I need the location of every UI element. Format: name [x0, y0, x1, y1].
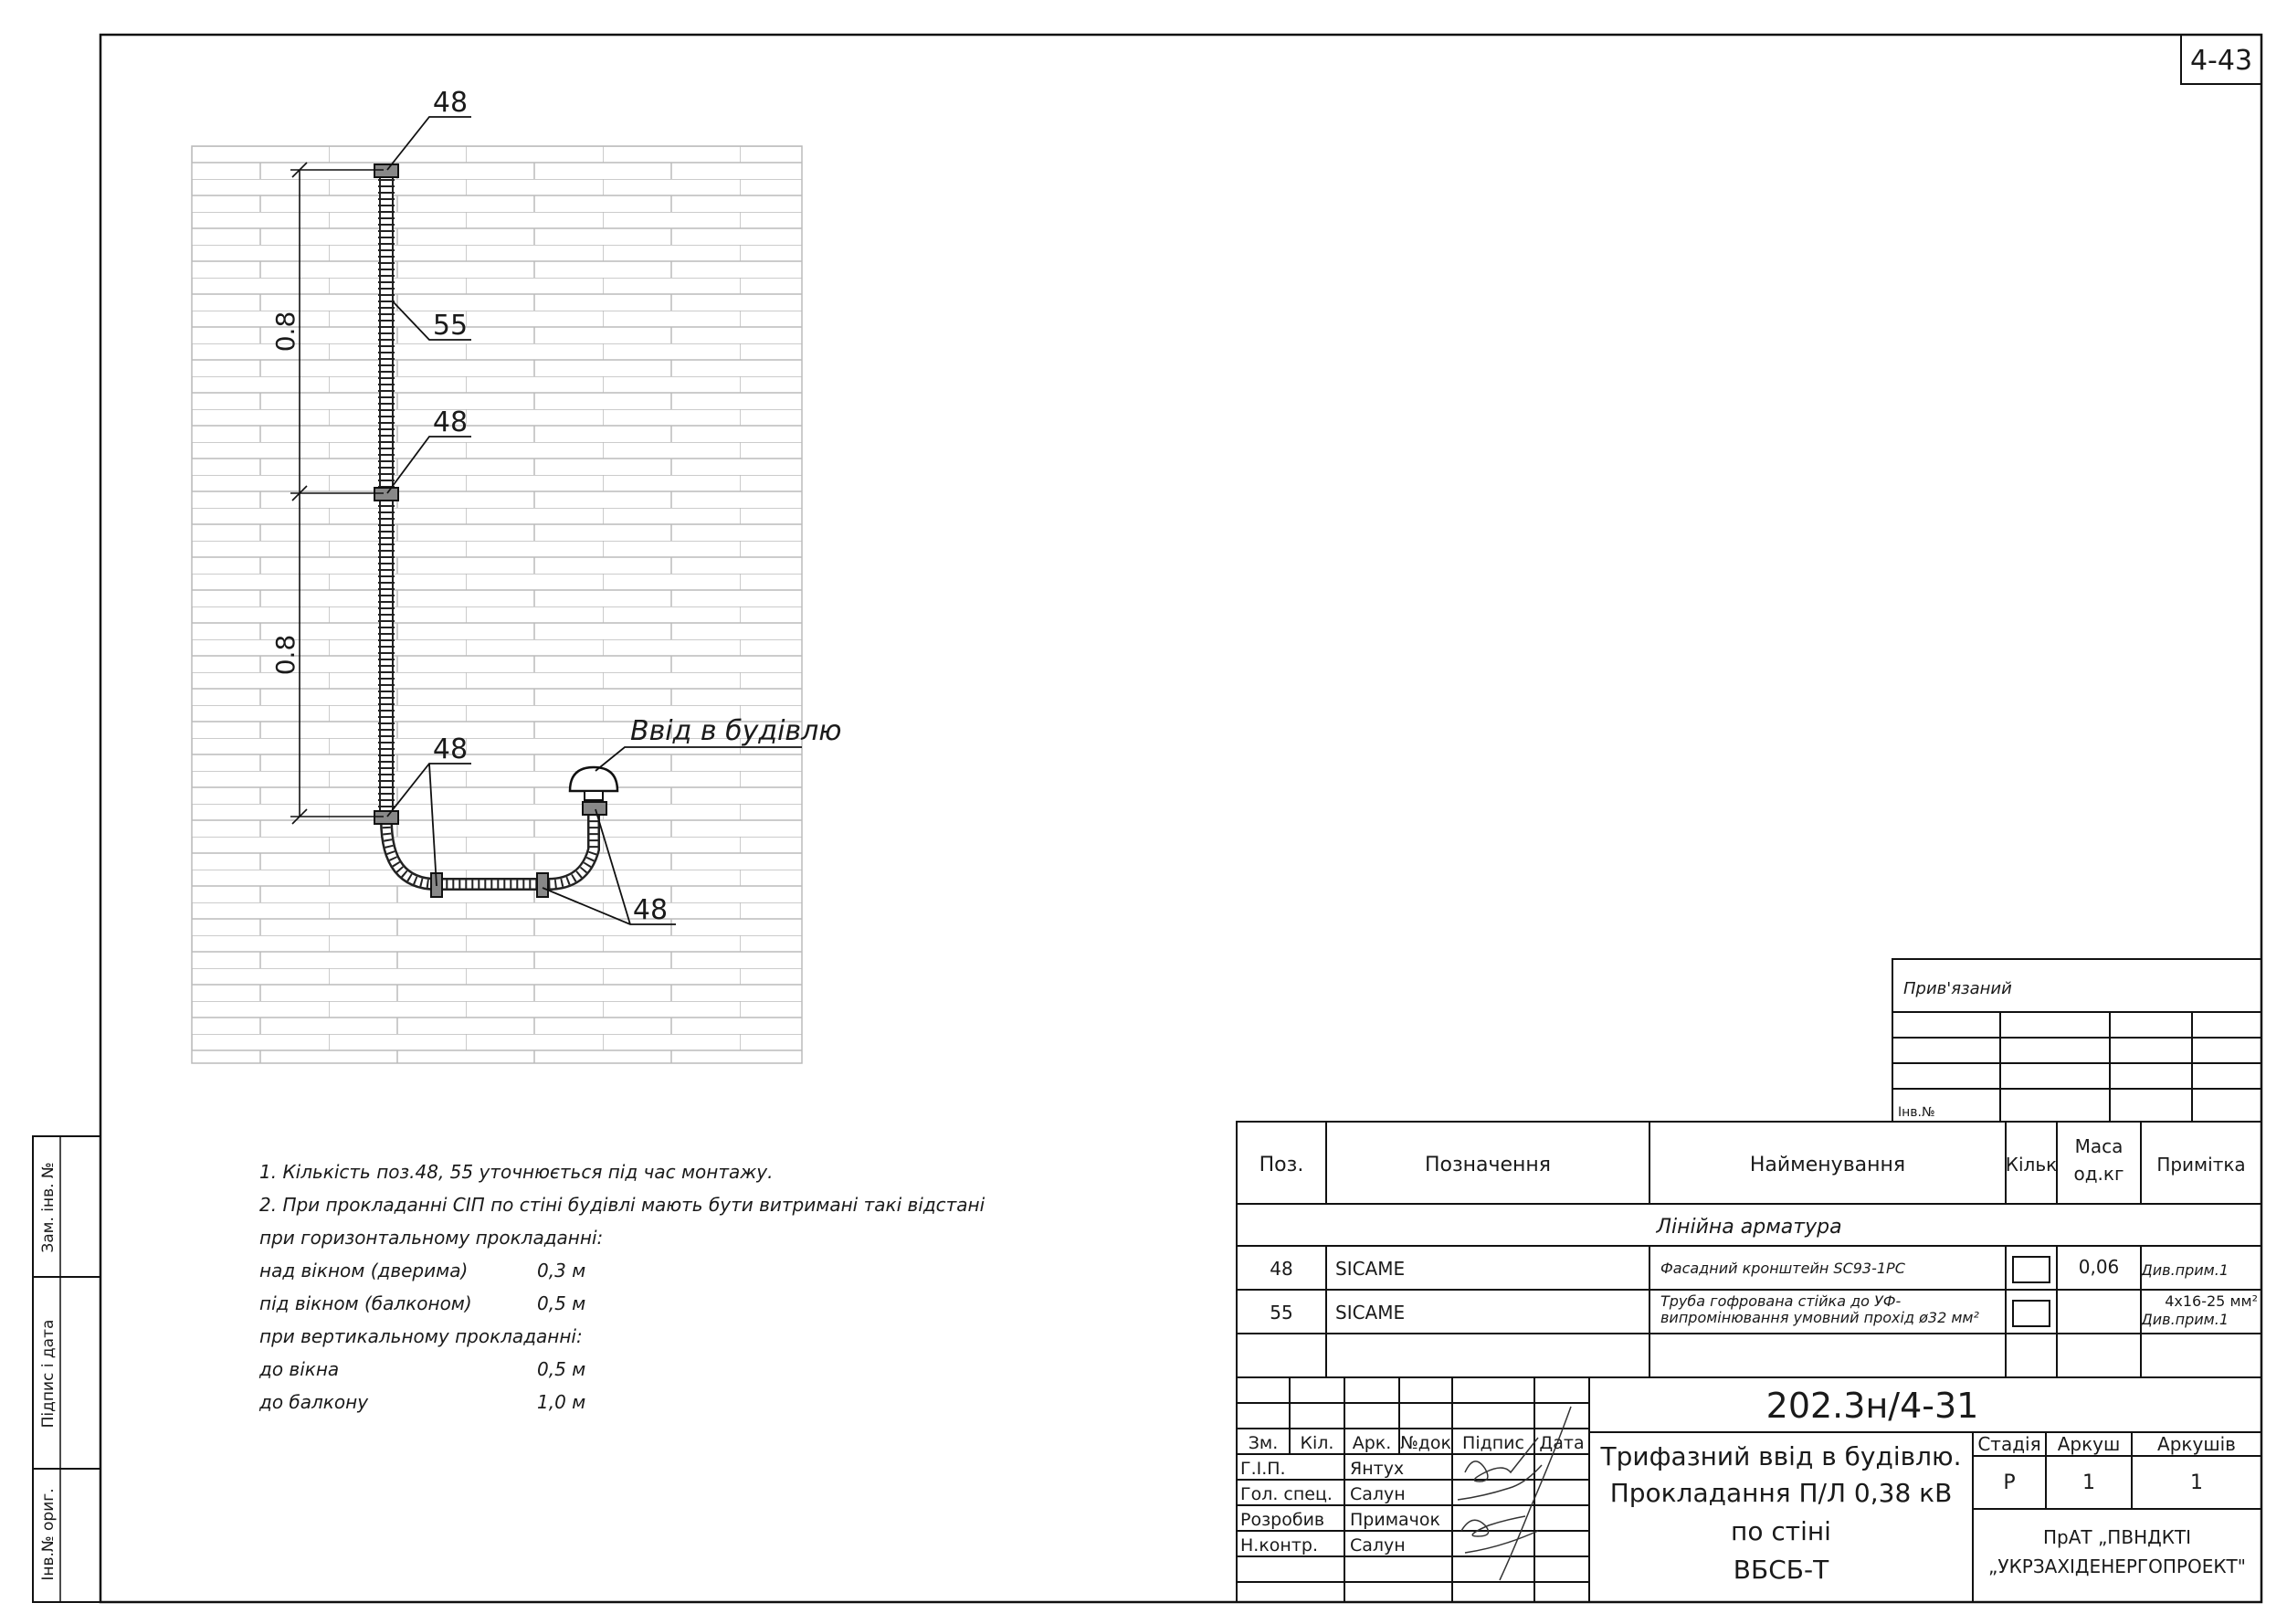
role-name: Салун [1350, 1484, 1406, 1504]
title-line-1: Трифазний ввід в будівлю. [1600, 1441, 1962, 1471]
callout-48-bottom: 48 [432, 733, 469, 765]
title-line-3: по стіні [1731, 1516, 1831, 1546]
bracket-top [374, 164, 398, 177]
hdr-masa: Маса [2074, 1135, 2124, 1157]
row-naim: Труба гофрована стійка до УФ- [1660, 1292, 1902, 1310]
margin-pidpys-label: Підпис і дата [39, 1319, 58, 1429]
role-label: Г.І.П. [1240, 1459, 1286, 1479]
notes [258, 1161, 985, 1413]
note-row-value: 0,5 м [537, 1292, 586, 1314]
role-name: Примачок [1350, 1510, 1440, 1530]
bracket-h2 [537, 873, 548, 897]
hdr-kilk: Кільк [2005, 1154, 2058, 1176]
row-prym: 4х16-25 мм² [2165, 1292, 2258, 1310]
col-zm: Зм. [1248, 1433, 1279, 1453]
hdr-masa-unit: од.кг [2073, 1163, 2124, 1185]
hdr-pozn: Позначення [1424, 1154, 1552, 1176]
row-pozn: SICAME [1335, 1302, 1406, 1323]
row-masa: 0,06 [2078, 1256, 2120, 1278]
note-row-label: над вікном (дверима) [259, 1260, 469, 1281]
callout-48-right: 48 [632, 894, 669, 926]
col-data: Дата [1539, 1433, 1585, 1453]
drawing-code: 202.3н/4-31 [1765, 1386, 1979, 1426]
row-prym: Див.прим.1 [2141, 1261, 2229, 1279]
note-row-value: 0,5 м [537, 1358, 586, 1380]
arkush-value: 1 [2082, 1471, 2095, 1494]
arkush-label: Аркуш [2057, 1433, 2121, 1455]
row-pozn: SICAME [1335, 1258, 1406, 1280]
drawing-title [1600, 1441, 1962, 1585]
bracket-right [583, 802, 606, 815]
bracket-mid [374, 488, 398, 501]
note-row-value: 1,0 м [537, 1391, 586, 1413]
note-row-value: 0,3 м [537, 1260, 586, 1281]
note-line-4: при вертикальному прокладанні: [259, 1325, 583, 1347]
role-label: Н.контр. [1240, 1535, 1319, 1555]
note-row-label: до вікна [259, 1358, 340, 1380]
margin-zam-label: Зам. інв. № [39, 1162, 58, 1253]
note-line-2: 2. При прокладанні СІП по стіні будівлі мають бути витримані такі відстані [259, 1194, 985, 1216]
organization [1988, 1526, 2246, 1577]
brick-wall [192, 146, 802, 1063]
callout-48-top: 48 [432, 87, 469, 119]
spec-headers [1259, 1135, 2246, 1185]
hdr-poz: Поз. [1259, 1154, 1304, 1176]
note-row-label: під вікном (балконом) [259, 1292, 472, 1314]
dim-upper: 0.8 [270, 311, 300, 353]
col-ndok: №док [1400, 1433, 1451, 1453]
sheet-number: 4-43 [2189, 45, 2253, 77]
col-ark: Арк. [1352, 1433, 1392, 1453]
row-prym-cont: Див.прим.1 [2141, 1311, 2229, 1328]
org-line-1: ПрАТ „ПВНДКТІ [2042, 1526, 2192, 1548]
hdr-prym: Примітка [2156, 1154, 2246, 1176]
org-line-2: „УКРЗАХІДЕНЕРГОПРОЕКТ" [1988, 1555, 2246, 1577]
col-kil: Кіл. [1300, 1433, 1334, 1453]
callout-55: 55 [432, 310, 469, 342]
entry-label: Ввід в будівлю [630, 715, 842, 747]
role-name: Янтух [1350, 1459, 1405, 1479]
margin-stamp [33, 1136, 100, 1602]
hdr-naim: Найменування [1749, 1154, 1906, 1176]
title-line-2: Прокладання П/Л 0,38 кВ [1609, 1478, 1953, 1508]
title-block-roles [1240, 1459, 1440, 1555]
title-line-4: ВБСБ-Т [1733, 1555, 1829, 1585]
stage-sheets [1977, 1433, 2236, 1494]
row-poz: 48 [1270, 1258, 1293, 1280]
row-naim-cont: випромінювання умовний прохід ø32 мм² [1660, 1309, 1979, 1326]
arkushiv-value: 1 [2190, 1471, 2203, 1494]
margin-inv-label: Інв.№ ориг. [39, 1488, 58, 1581]
spec-section: Лінійна арматура [1656, 1216, 1842, 1239]
binding-title: Прив'язаний [1903, 979, 2012, 998]
row-poz: 55 [1270, 1302, 1293, 1323]
role-label: Розробив [1240, 1510, 1325, 1530]
stadia-label: Стадія [1977, 1433, 2041, 1455]
spec-rows [1270, 1256, 2258, 1328]
role-name: Салун [1350, 1535, 1406, 1555]
note-row-label: до балкону [259, 1391, 369, 1413]
col-pidpys: Підпис [1462, 1433, 1524, 1453]
binding-inv: Інв.№ [1898, 1105, 1935, 1120]
dim-lower: 0.8 [270, 634, 300, 676]
role-label: Гол. спец. [1240, 1484, 1333, 1504]
note-line-1: 1. Кількість поз.48, 55 уточнюється під час монтажу. [259, 1161, 774, 1183]
arkushiv-label: Аркушів [2157, 1433, 2236, 1455]
callout-48-mid: 48 [432, 406, 469, 438]
note-line-3: при горизонтальному прокладанні: [259, 1227, 604, 1249]
stadia-value: Р [2003, 1471, 2016, 1494]
bracket-low [374, 811, 398, 824]
row-naim: Фасадний кронштейн SC93-1PC [1660, 1260, 1905, 1277]
